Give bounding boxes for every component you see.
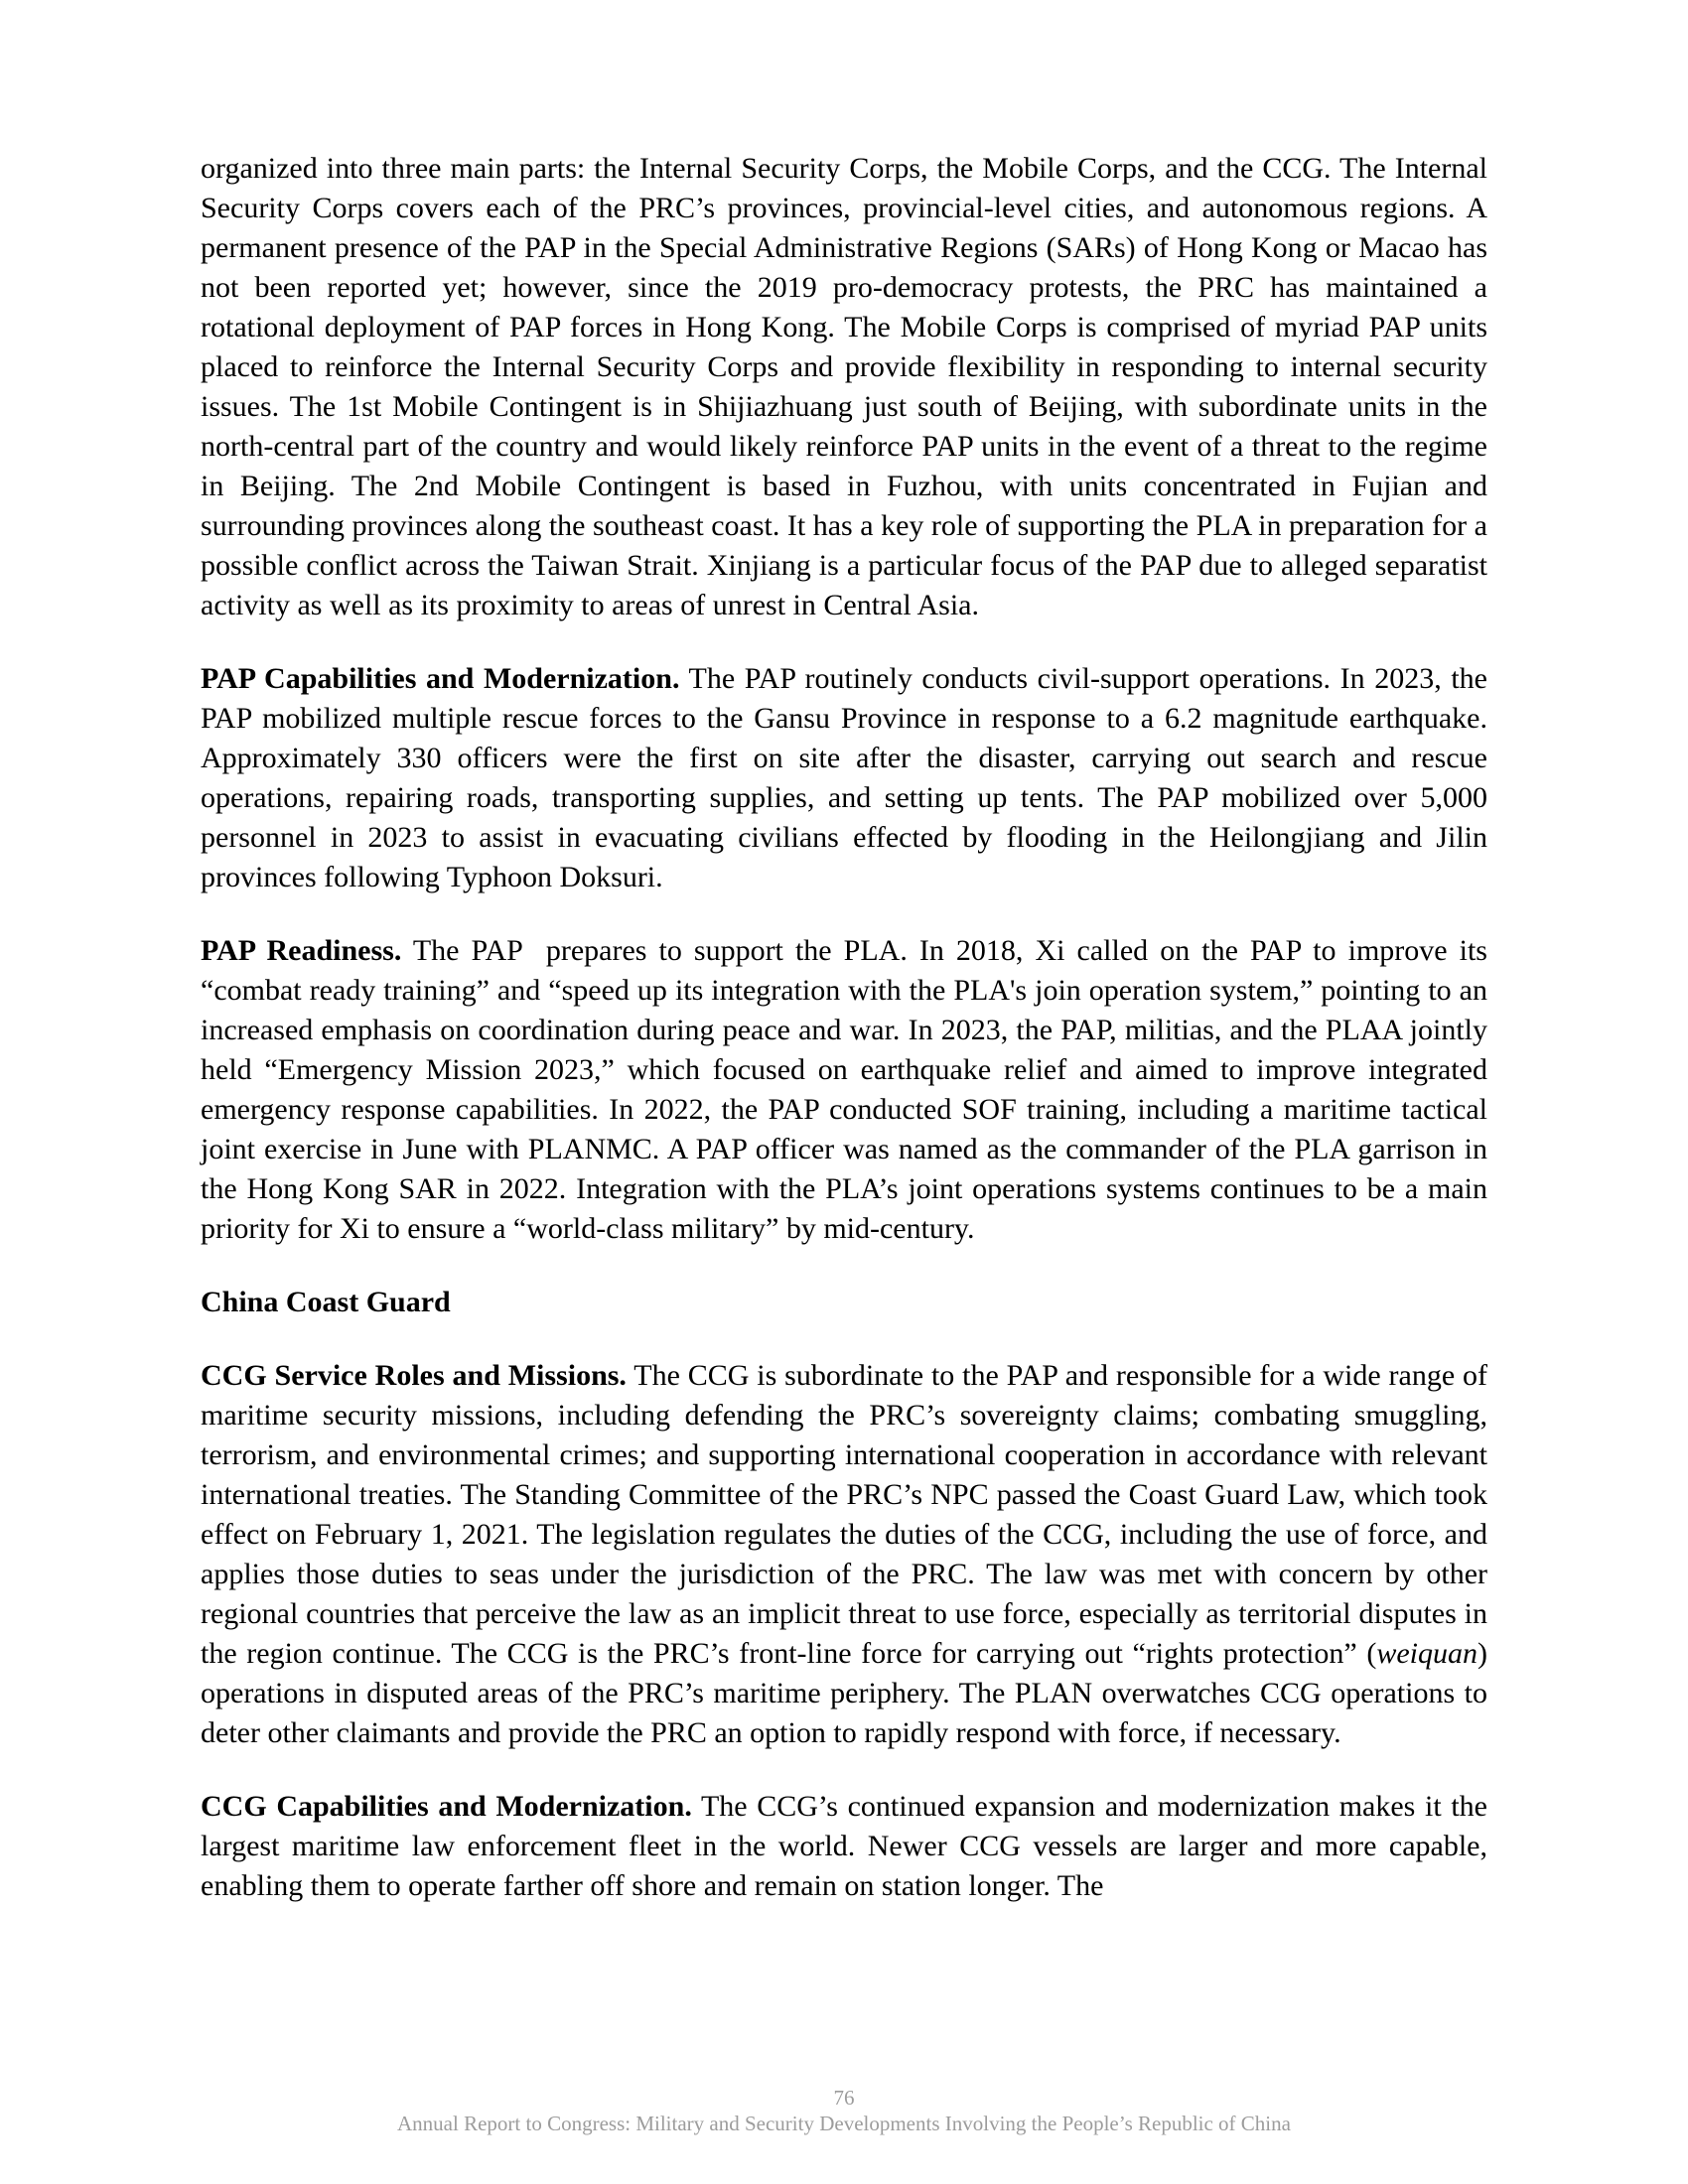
paragraph-text: The PAP routinely conducts civil-support operations. In 2023, the PAP mobilized multiple rescue forces to the Gansu Province in response to a 6.2 magnitude earthquake. Approximately 330 officers were the first on site after the disaster, carrying out search and rescue operations, repairing roads, transporting supplies, and setting up tents. The PAP mobilized over 5,000 personnel in 2023 to assist in evacuating civilians effected by flooding in the Heilongjiang and Jilin provinces following Typhoon Doksuri. bbox=[201, 662, 1495, 893]
footer-report-title: Annual Report to Congress: Military and Security Developments Involving the People’s Republic of China bbox=[397, 2112, 1291, 2135]
page-number: 76 bbox=[833, 2086, 855, 2110]
paragraph-text: The CCG’s continued expansion and modernization makes it the largest maritime law enforcement fleet in the world. Newer CCG vessels are larger and more capable, enabling them to operate farther off shore and remain on station longer. The bbox=[201, 1790, 1495, 1902]
paragraph-text: The CCG is subordinate to the PAP and responsible for a wide range of maritime security missions, including defending the PRC’s sovereignty claims; combating smuggling, terrorism, and environmental crimes; and supporting international cooperation in accordance with relevant international treaties. The Standing Committee of the PRC’s NPC passed the Coast Guard Law, which took effect on February 1, 2021. The legislation regulates the duties of the CCG, including the use of force, and applies those duties to seas under the jurisdiction of the PRC. The law was met with concern by other regional countries that perceive the law as an implicit threat to use force, especially as territorial disputes in the region continue. The CCG is the PRC’s front-line force for carrying out “rights protection” ( bbox=[201, 1359, 1495, 1670]
paragraph-ccg-roles bbox=[201, 1356, 1495, 1753]
page-body bbox=[201, 149, 1495, 1906]
paragraph-pap-capabilities bbox=[201, 659, 1495, 897]
paragraph-pap-readiness bbox=[201, 931, 1495, 1249]
paragraph-pap-organization bbox=[201, 149, 1495, 625]
section-heading-china-coast-guard: China Coast Guard bbox=[201, 1286, 451, 1318]
paragraph-text: organized into three main parts: the Internal Security Corps, the Mobile Corps, and the CCG. The Internal Security Corps covers each of the PRC’s provinces, provincial-level cities, and autonomous regions. A permanent presence of the PAP in the Special Administrative Regions (SARs) of Hong Kong or Macao has not been reported yet; however, since the 2019 pro-democracy protests, the PRC has maintained a rotational deployment of PAP forces in Hong Kong. The Mobile Corps is comprised of myriad PAP units placed to reinforce the Internal Security Corps and provide flexibility in responding to internal security issues. The 1st Mobile Contingent is in Shijiazhuang just south of Beijing, with subordinate units in the north-central part of the country and would likely reinforce PAP units in the event of a threat to the regime in Beijing. The 2nd Mobile Contingent is based in Fuzhou, with units concentrated in Fujian and surrounding provinces along the southeast coast. It has a key role of supporting the PLA in preparation for a possible conflict across the Taiwan Strait. Xinjiang is a particular focus of the PAP due to alleged separatist activity as well as its proximity to areas of unrest in Central Asia. bbox=[201, 152, 1495, 621]
italic-term: weiquan bbox=[1376, 1637, 1477, 1670]
paragraph-text: ) operations in disputed areas of the PRC’s maritime periphery. The PLAN overwatches CCG operations to deter other claimants and provide the PRC an option to rapidly respond with force, if necessary. bbox=[201, 1637, 1495, 1749]
paragraph-lead-heading: CCG Capabilities and Modernization. bbox=[201, 1790, 692, 1823]
paragraph-lead-heading: PAP Capabilities and Modernization. bbox=[201, 662, 680, 695]
paragraph-lead-heading: CCG Service Roles and Missions. bbox=[201, 1359, 627, 1392]
paragraph-text: The PAP prepares to support the PLA. In 2018, Xi called on the PAP to improve its “combat ready training” and “speed up its integration with the PLA's join operation system,” pointing to an increased emphasis on coordination during peace and war. In 2023, the PAP, militias, and the PLAA jointly held “Emergency Mission 2023,” which focused on earthquake relief and aimed to improve integrated emergency response capabilities. In 2022, the PAP conducted SOF training, including a maritime tactical joint exercise in June with PLANMC. A PAP officer was named as the commander of the PLA garrison in the Hong Kong SAR in 2022. Integration with the PLA’s joint operations systems continues to be a main priority for Xi to ensure a “world-class military” by mid-century. bbox=[201, 934, 1495, 1245]
paragraph-lead-heading: PAP Readiness. bbox=[201, 934, 402, 967]
paragraph-ccg-capabilities bbox=[201, 1787, 1495, 1906]
